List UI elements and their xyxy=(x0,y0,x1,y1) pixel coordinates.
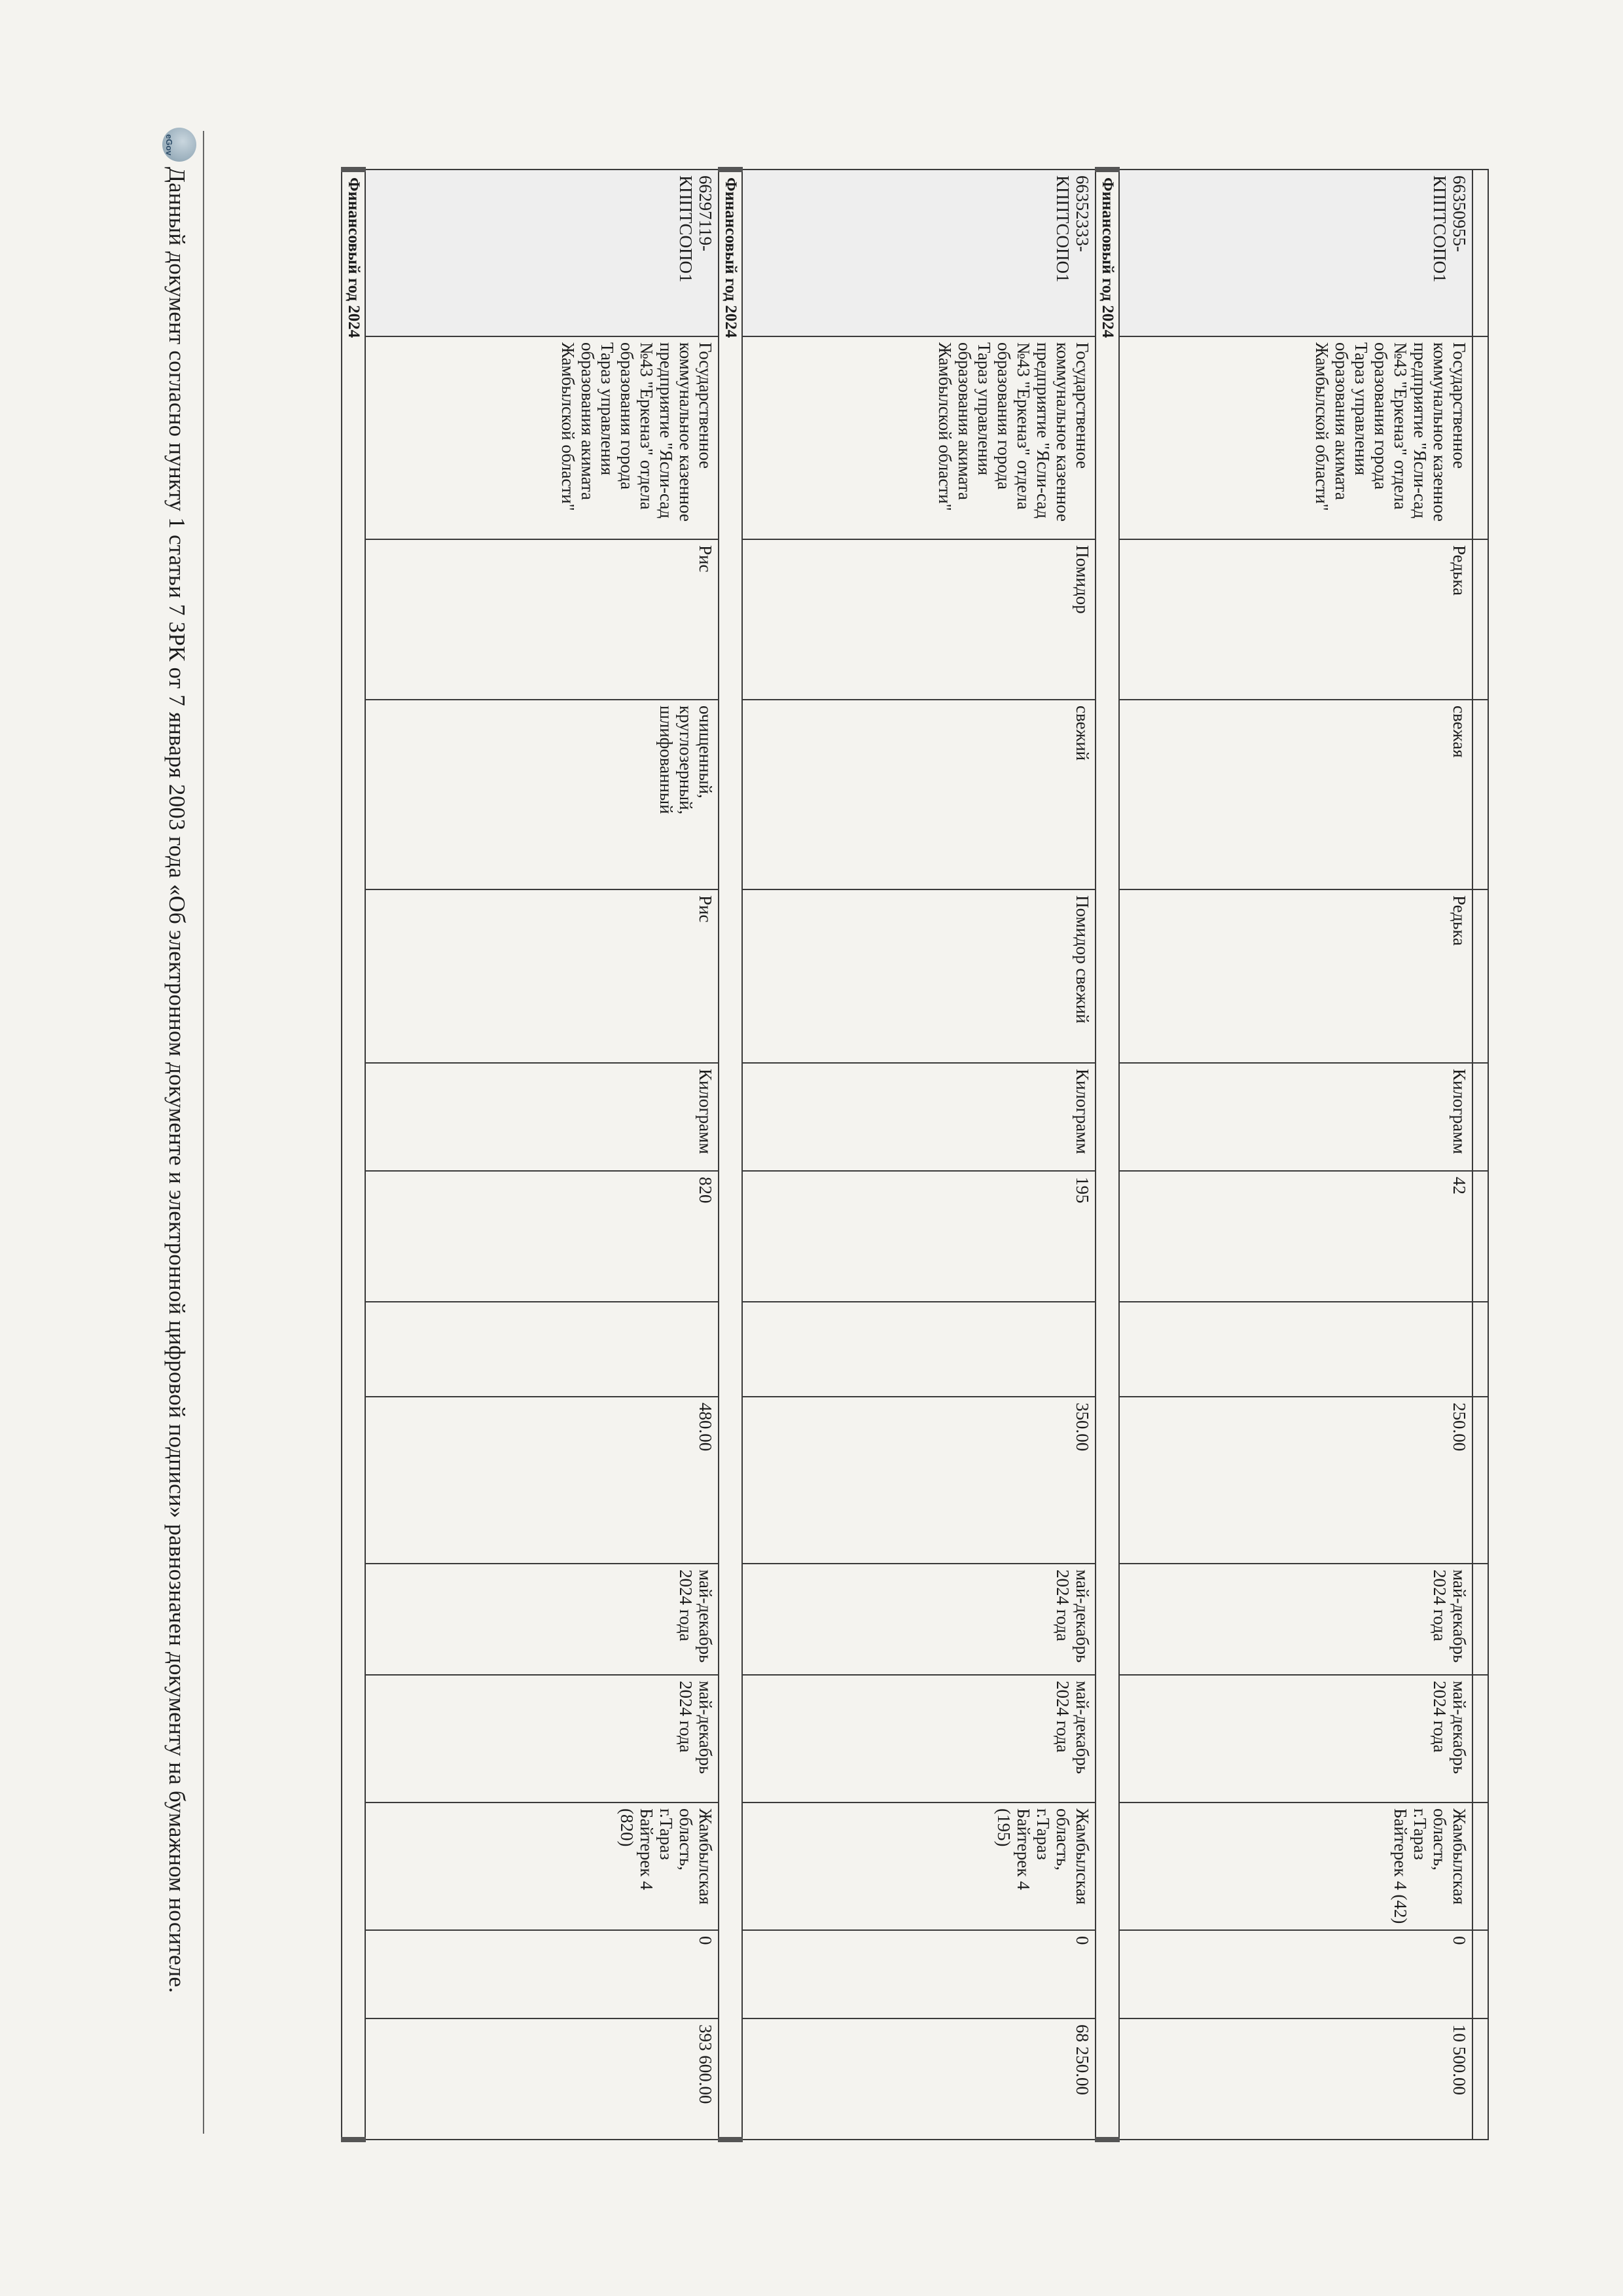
delivery-place: Жамбылская область, г.Тараз Байтерек 4 (820) xyxy=(365,1803,719,1930)
product-name: Редька xyxy=(1119,539,1472,700)
lot-code: 66352333-КППТСОПО1 xyxy=(742,170,1096,336)
product-name: Рис xyxy=(365,539,719,700)
contract-term: май-декабрь 2024 года xyxy=(742,1675,1096,1803)
total-amount: 68 250.00 xyxy=(742,2018,1096,2140)
contract-term: май-декабрь 2024 года xyxy=(1119,1675,1472,1803)
advance-percent: 0 xyxy=(1119,1930,1472,2018)
table-top-edge xyxy=(1472,170,1488,2140)
unit-price: 350.00 xyxy=(742,1397,1096,1564)
product-short-name: Рис xyxy=(365,889,719,1063)
procurement-table xyxy=(341,167,1489,2142)
fiscal-year-row xyxy=(1096,170,1119,2140)
fiscal-year-label: Финансовый год 2024 xyxy=(719,170,742,2140)
unit-of-measure: Килограмм xyxy=(1119,1063,1472,1171)
quantity: 195 xyxy=(742,1171,1096,1302)
product-characteristic: очищенный, круглозерный, шлифованный xyxy=(365,700,719,889)
delivery-place: Жамбылская область, г.Тараз Байтерек 4 (42) xyxy=(1119,1803,1472,1930)
product-characteristic: свежий xyxy=(742,700,1096,889)
customer-name: Государственное коммунальное казенное предприятие "Ясли-сад №43 "Еркеназ" отдела образования города Тараз управления образования акимата Жамбылской области" xyxy=(1119,336,1472,539)
product-name: Помидор xyxy=(742,539,1096,700)
delivery-place: Жамбылская область, г.Тараз Байтерек 4 (195) xyxy=(742,1803,1096,1930)
lot-code: 66350955-КППТСОПО1 xyxy=(1119,170,1472,336)
footer-rule xyxy=(203,131,204,2134)
unit-price: 480.00 xyxy=(365,1397,719,1564)
total-amount: 393 600.00 xyxy=(365,2018,719,2140)
fiscal-year-label: Финансовый год 2024 xyxy=(342,170,365,2140)
egov-seal-icon xyxy=(162,128,196,162)
customer-name: Государственное коммунальное казенное предприятие "Ясли-сад №43 "Еркеназ" отдела образования города Тараз управления образования акимата Жамбылской области" xyxy=(365,336,719,539)
table-row xyxy=(1119,170,1472,2140)
fiscal-year-row xyxy=(342,170,365,2140)
delivery-term: май-декабрь 2024 года xyxy=(1119,1564,1472,1675)
seal-text: eGov xyxy=(164,134,174,156)
contract-term: май-декабрь 2024 года xyxy=(365,1675,719,1803)
fiscal-year-label: Финансовый год 2024 xyxy=(1096,170,1119,2140)
table-row xyxy=(742,170,1096,2140)
fiscal-year-row xyxy=(719,170,742,2140)
blank-cell xyxy=(365,1302,719,1397)
table-row xyxy=(365,170,719,2140)
delivery-term: май-декабрь 2024 года xyxy=(365,1564,719,1675)
blank-cell xyxy=(1119,1302,1472,1397)
advance-percent: 0 xyxy=(742,1930,1096,2018)
legal-footer-text: Данный документ согласно пункту 1 статьи 7 ЗРК от 7 января 2003 года «Об электронном документе и электронной цифровой подписи» равнозначен документу на бумажном носителе. xyxy=(164,167,190,1994)
product-short-name: Помидор свежий xyxy=(742,889,1096,1063)
quantity: 820 xyxy=(365,1171,719,1302)
blank-cell xyxy=(742,1302,1096,1397)
delivery-term: май-декабрь 2024 года xyxy=(742,1564,1096,1675)
unit-of-measure: Килограмм xyxy=(365,1063,719,1171)
product-short-name: Редька xyxy=(1119,889,1472,1063)
quantity: 42 xyxy=(1119,1171,1472,1302)
total-amount: 10 500.00 xyxy=(1119,2018,1472,2140)
product-characteristic: свежая xyxy=(1119,700,1472,889)
unit-price: 250.00 xyxy=(1119,1397,1472,1564)
unit-of-measure: Килограмм xyxy=(742,1063,1096,1171)
lot-code: 66297119-КППТСОПО1 xyxy=(365,170,719,336)
customer-name: Государственное коммунальное казенное предприятие "Ясли-сад №43 "Еркеназ" отдела образования города Тараз управления образования акимата Жамбылской области" xyxy=(742,336,1096,539)
advance-percent: 0 xyxy=(365,1930,719,2018)
